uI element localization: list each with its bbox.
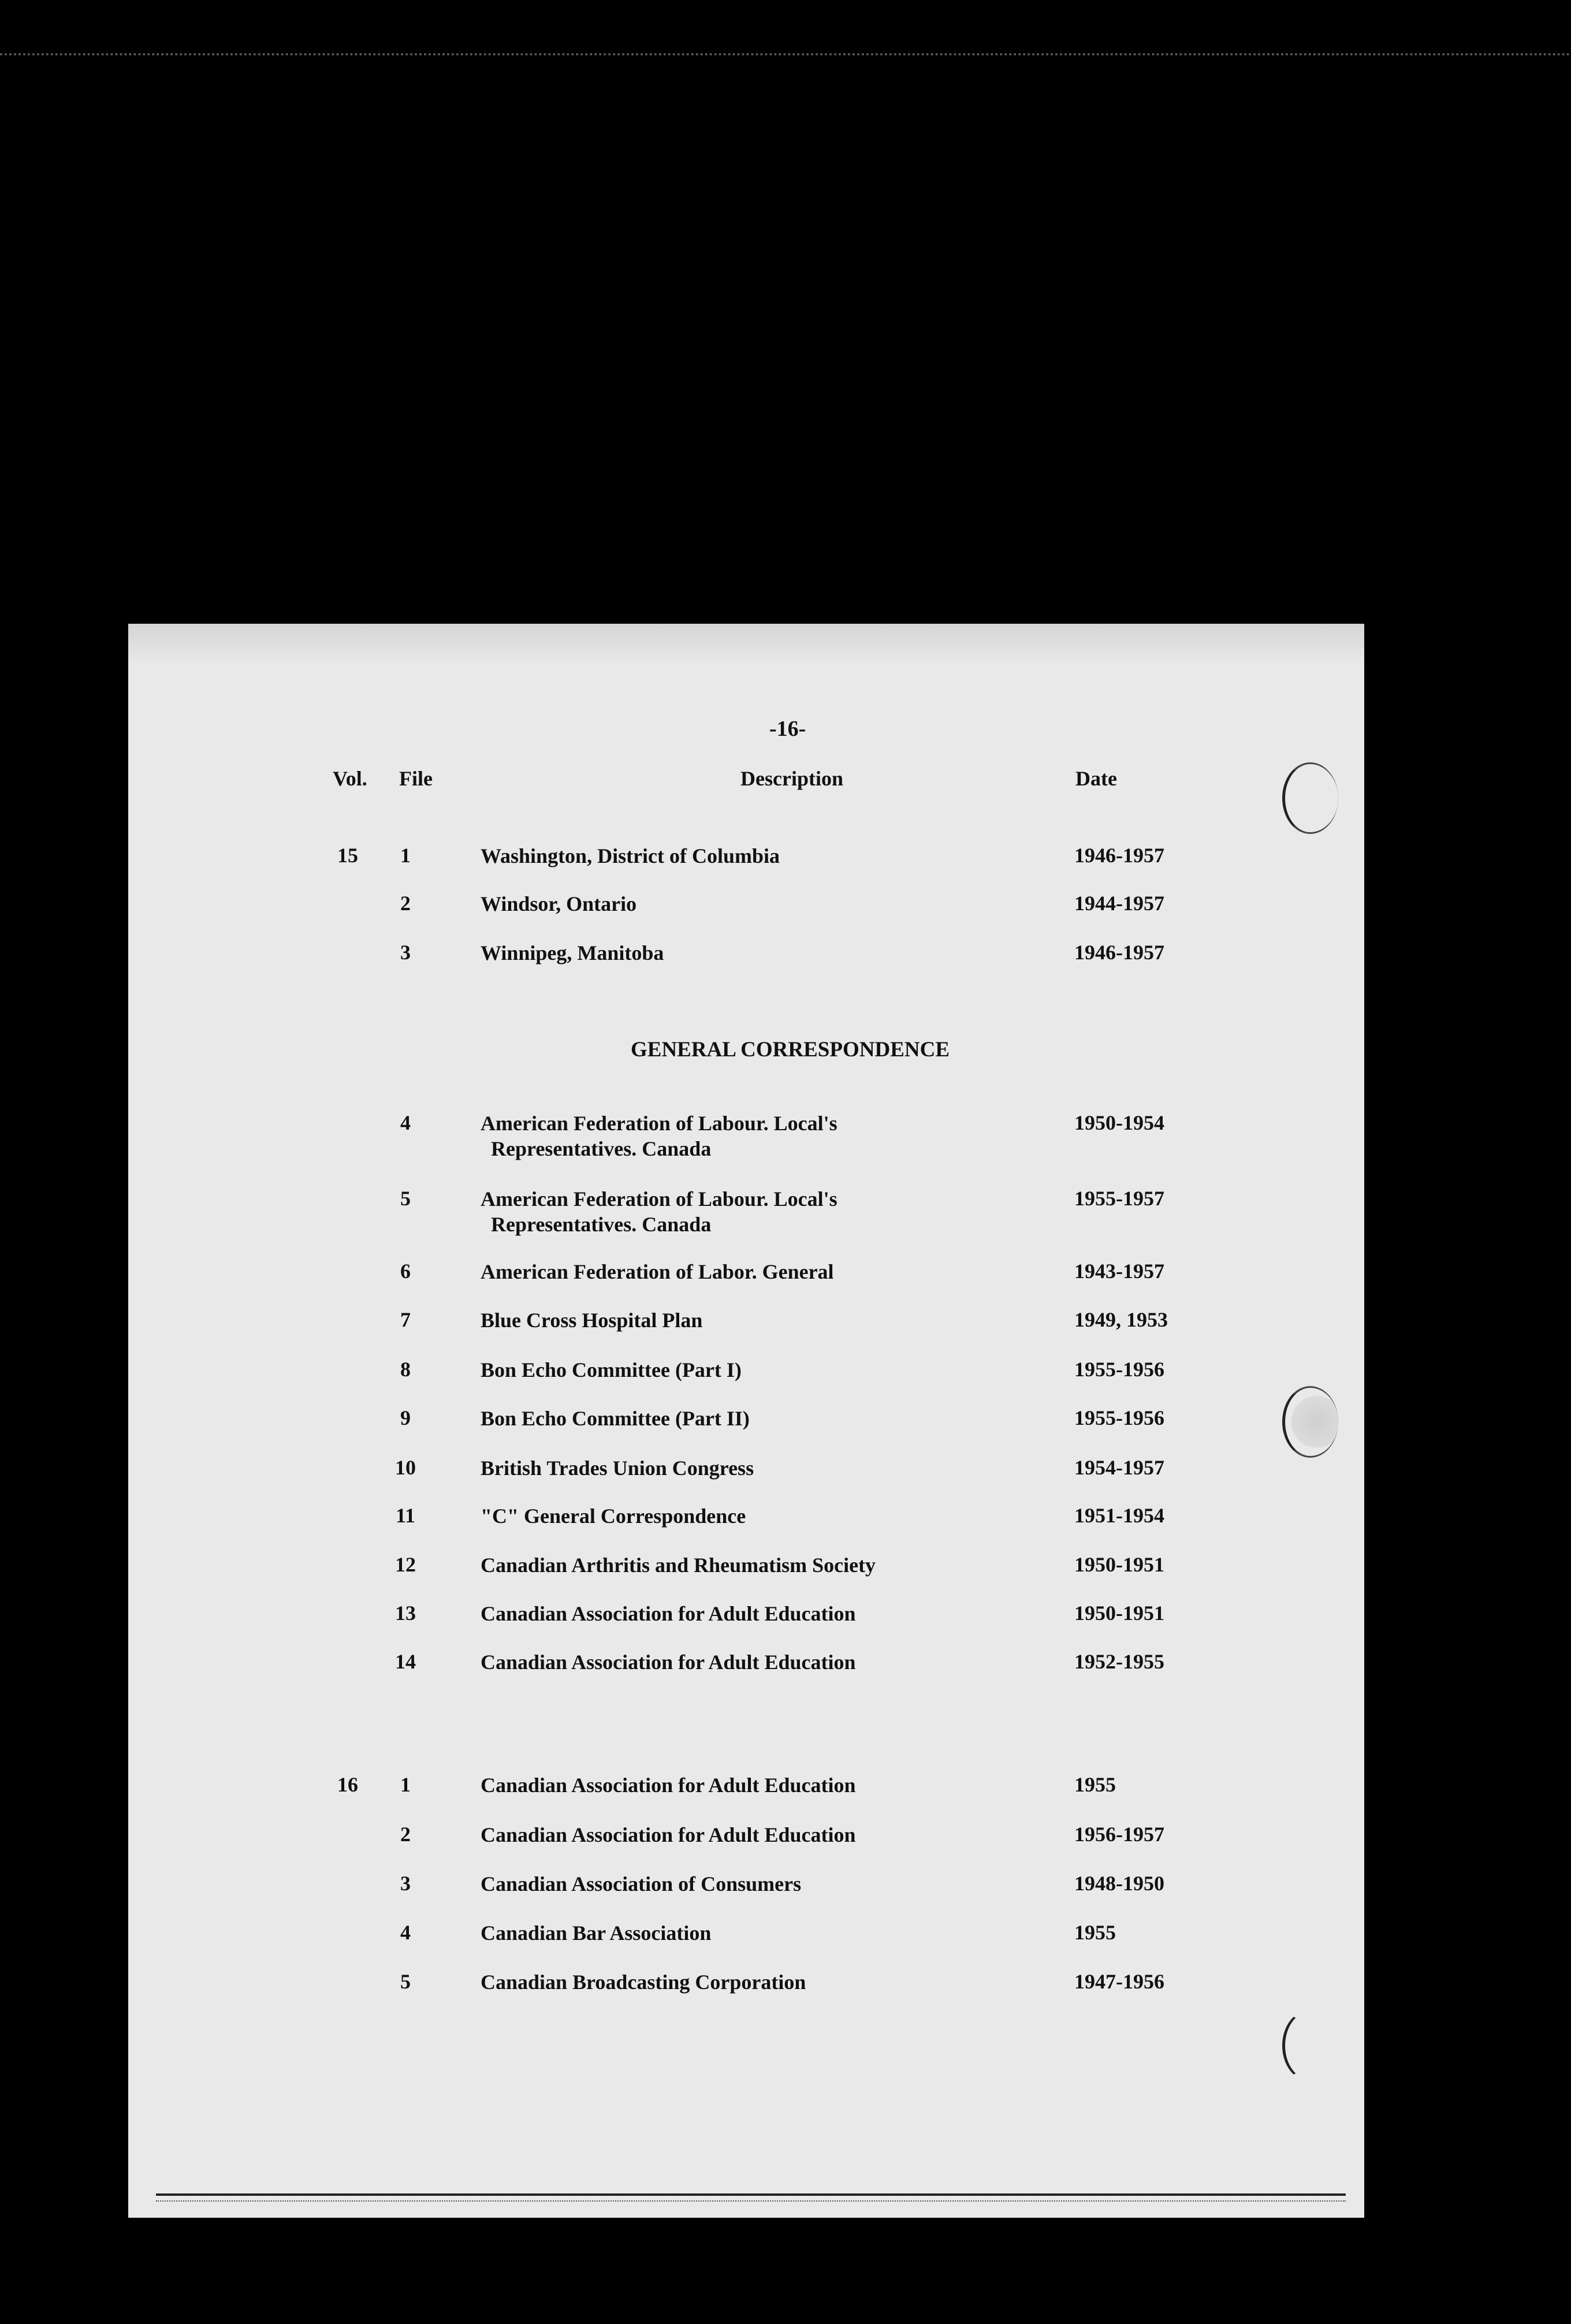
- description-cell: [481, 1822, 1000, 1848]
- description-line-1: Canadian Association for Adult Education: [481, 1651, 856, 1674]
- date-cell: 1950-1954: [1074, 1111, 1164, 1134]
- file-cell: 5: [400, 1187, 411, 1210]
- description-cell: [481, 1969, 1000, 1995]
- page-number: -16-: [769, 717, 806, 741]
- description-line-1: Winnipeg, Manitoba: [481, 941, 664, 964]
- description-line-1: Bon Echo Committee (Part II): [481, 1407, 750, 1430]
- date-cell: 1946-1957: [1074, 844, 1164, 867]
- description-line-1: American Federation of Labour. Local's: [481, 1112, 837, 1135]
- date-cell: 1956-1957: [1074, 1823, 1164, 1846]
- description-cell: [481, 1601, 1000, 1626]
- description-line-1: Canadian Broadcasting Corporation: [481, 1971, 806, 1994]
- date-cell: 1946-1957: [1074, 941, 1164, 964]
- description-cell: [481, 1308, 1000, 1333]
- file-cell: 1: [400, 1773, 411, 1796]
- document-page: [128, 624, 1364, 2218]
- description-line-1: "C" General Correspondence: [481, 1504, 746, 1528]
- punch-hole-bottom: [1282, 2010, 1338, 2081]
- description-line-1: Canadian Association for Adult Education: [481, 1602, 856, 1625]
- description-cell: [481, 1455, 1000, 1481]
- date-cell: 1955-1957: [1074, 1187, 1164, 1210]
- description-cell: [481, 1649, 1000, 1675]
- file-cell: 4: [400, 1921, 411, 1944]
- description-line-1: Bon Echo Committee (Part I): [481, 1358, 742, 1381]
- description-cell: [481, 1111, 1000, 1161]
- date-cell: 1955: [1074, 1773, 1116, 1796]
- punch-hole-middle: [1282, 1386, 1338, 1458]
- description-line-1: Canadian Association for Adult Education: [481, 1774, 856, 1797]
- description-cell: [481, 843, 1000, 869]
- file-cell: 2: [400, 1823, 411, 1846]
- description-line-1: Canadian Association of Consumers: [481, 1872, 802, 1895]
- file-cell: 9: [400, 1406, 411, 1429]
- description-cell: [481, 1259, 1000, 1284]
- date-cell: 1947-1956: [1074, 1970, 1164, 1993]
- description-line-1: Washington, District of Columbia: [481, 844, 780, 867]
- description-line-1: Canadian Arthritis and Rheumatism Society: [481, 1554, 876, 1577]
- top-scan-rule: [0, 53, 1571, 55]
- file-cell: 7: [400, 1308, 411, 1331]
- file-cell: 14: [395, 1650, 416, 1673]
- description-cell: [481, 1552, 1000, 1578]
- date-cell: 1951-1954: [1074, 1504, 1164, 1527]
- file-cell: 11: [395, 1504, 415, 1527]
- punch-hole-top: [1282, 762, 1338, 834]
- description-line-1: Windsor, Ontario: [481, 892, 637, 915]
- date-cell: 1950-1951: [1074, 1553, 1164, 1576]
- file-cell: 12: [395, 1553, 416, 1576]
- description-cell: [481, 940, 1000, 966]
- vol-cell: 15: [337, 844, 358, 867]
- description-cell: [481, 1772, 1000, 1798]
- description-cell: [481, 1920, 1000, 1946]
- file-cell: 10: [395, 1456, 416, 1479]
- date-cell: 1952-1955: [1074, 1650, 1164, 1673]
- description-line-2: Representatives. Canada: [491, 1137, 712, 1160]
- date-cell: 1950-1951: [1074, 1602, 1164, 1625]
- description-cell: [481, 891, 1000, 917]
- section-heading: GENERAL CORRESPONDENCE: [631, 1038, 950, 1062]
- date-cell: 1955-1956: [1074, 1358, 1164, 1381]
- description-line-1: Canadian Association for Adult Education: [481, 1823, 856, 1846]
- file-cell: 13: [395, 1602, 416, 1625]
- file-cell: 3: [400, 1872, 411, 1895]
- column-header-description: Description: [740, 767, 843, 790]
- description-line-1: American Federation of Labor. General: [481, 1260, 834, 1283]
- date-cell: 1949, 1953: [1074, 1308, 1168, 1331]
- description-cell: [481, 1406, 1000, 1431]
- file-cell: 3: [400, 941, 411, 964]
- bottom-rule: [156, 2193, 1346, 2196]
- bottom-rule-dotted: [156, 2200, 1346, 2202]
- vol-cell: 16: [337, 1773, 358, 1796]
- column-header-vol: Vol.: [333, 767, 367, 790]
- file-cell: 1: [400, 844, 411, 867]
- description-line-1: Canadian Bar Association: [481, 1921, 712, 1945]
- page-edge-shadow: [128, 624, 1364, 664]
- file-cell: 2: [400, 892, 411, 915]
- date-cell: 1955-1956: [1074, 1406, 1164, 1429]
- date-cell: 1944-1957: [1074, 892, 1164, 915]
- description-line-1: Blue Cross Hospital Plan: [481, 1309, 703, 1332]
- file-cell: 4: [400, 1111, 411, 1134]
- description-cell: [481, 1186, 1000, 1237]
- description-line-1: American Federation of Labour. Local's: [481, 1187, 837, 1211]
- column-header-file: File: [399, 767, 433, 790]
- description-cell: [481, 1503, 1000, 1529]
- column-header-date: Date: [1075, 767, 1117, 790]
- date-cell: 1954-1957: [1074, 1456, 1164, 1479]
- file-cell: 8: [400, 1358, 411, 1381]
- date-cell: 1943-1957: [1074, 1260, 1164, 1283]
- description-cell: [481, 1357, 1000, 1383]
- date-cell: 1948-1950: [1074, 1872, 1164, 1895]
- description-line-2: Representatives. Canada: [491, 1213, 712, 1236]
- file-cell: 5: [400, 1970, 411, 1993]
- file-cell: 6: [400, 1260, 411, 1283]
- description-cell: [481, 1871, 1000, 1897]
- description-line-1: British Trades Union Congress: [481, 1457, 754, 1480]
- date-cell: 1955: [1074, 1921, 1116, 1944]
